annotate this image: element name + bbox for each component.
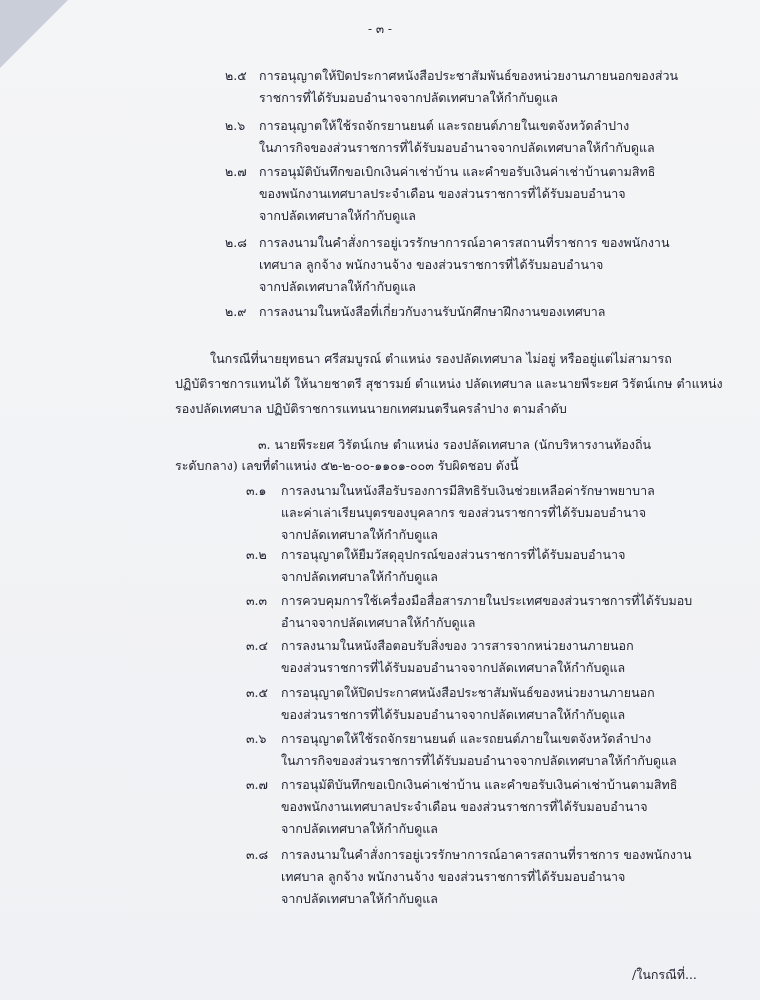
section-3-item-text: จากปลัดเทศบาลให้กำกับดูแล bbox=[281, 569, 438, 584]
section-3-item-number: ๓.๒ bbox=[246, 547, 267, 562]
section-3-heading-line-2: ระดับกลาง) เลขที่ตำแหน่ง ๕๒-๒-๐๐-๑๑๐๑-๐๐๓ รับผิดชอบ ดังนี้ bbox=[175, 458, 519, 473]
section-3-item-text: จากปลัดเทศบาลให้กำกับดูแล bbox=[281, 891, 438, 906]
section-3-item-text: ของส่วนราชการที่ได้รับมอบอำนาจจากปลัดเทศบาลให้กำกับดูแล bbox=[281, 707, 626, 722]
section-3-item-text: การลงนามในคำสั่งการอยู่เวรรักษาการณ์อาคารสถานที่ราชการ ของพนักงาน bbox=[281, 847, 692, 862]
section-3-item-number: ๓.๔ bbox=[246, 638, 268, 653]
section-2-item-text: ในภารกิจของส่วนราชการที่ได้รับมอบอำนาจจากปลัดเทศบาลให้กำกับดูแล bbox=[259, 140, 655, 155]
section-3-item-number: ๓.๗ bbox=[246, 777, 268, 792]
section-3-item-text: ของพนักงานเทศบาลประจำเดือน ของส่วนราชการที่ได้รับมอบอำนาจ bbox=[281, 799, 648, 814]
paragraph-line-1: ในกรณีที่นายยุทธนา ศรีสมบูรณ์ ตำแหน่ง รองปลัดเทศบาล ไม่อยู่ หรืออยู่แต่ไม่สามารถ bbox=[210, 351, 672, 366]
section-3-item-text: จากปลัดเทศบาลให้กำกับดูแล bbox=[281, 527, 438, 542]
section-3-item-text: การอนุมัติบันทึกขอเบิกเงินค่าเช่าบ้าน และคำขอรับเงินค่าเช่าบ้านตามสิทธิ bbox=[281, 777, 678, 792]
section-2-item-text: เทศบาล ลูกจ้าง พนักงานจ้าง ของส่วนราชการที่ได้รับมอบอำนาจ bbox=[259, 257, 604, 272]
section-3-item-text: การอนุญาตให้ปิดประกาศหนังสือประชาสัมพันธ์ของหน่วยงานภายนอก bbox=[281, 685, 655, 700]
section-3-item-number: ๓.๑ bbox=[246, 483, 267, 498]
section-3-heading-line-1: ๓. นายพีระยศ วิรัตน์เกษ ตำแหน่ง รองปลัดเทศบาล (นักบริหารงานท้องถิ่น bbox=[258, 437, 652, 452]
section-3-item-text: อำนาจจากปลัดเทศบาลให้กำกับดูแล bbox=[281, 615, 476, 630]
section-2-item-number: ๒.๗ bbox=[225, 164, 247, 179]
section-2-item-text: การอนุญาตให้ปิดประกาศหนังสือประชาสัมพันธ์ของหน่วยงานภายนอกของส่วน bbox=[259, 68, 679, 83]
section-2-item-text: ของพนักงานเทศบาลประจำเดือน ของส่วนราชการที่ได้รับมอบอำนาจ bbox=[259, 186, 626, 201]
section-2-item-text: การลงนามในหนังสือที่เกี่ยวกับงานรับนักศึกษาฝึกงานของเทศบาล bbox=[259, 304, 606, 319]
continuation-text: /ในกรณีที่... bbox=[632, 967, 697, 982]
section-3-item-text: การอนุญาตให้ใช้รถจักรยานยนต์ และรถยนต์ภายในเขตจังหวัดลำปาง bbox=[281, 731, 652, 746]
section-2-item-text: การอนุญาตให้ใช้รถจักรยานยนต์ และรถยนต์ภายในเขตจังหวัดลำปาง bbox=[259, 118, 630, 133]
section-2-item-number: ๒.๘ bbox=[225, 235, 247, 250]
paragraph-line-3: รองปลัดเทศบาล ปฏิบัติราชการแทนนายกเทศมนตรีนครลำปาง ตามลำดับ bbox=[175, 401, 567, 416]
section-2-item-number: ๒.๖ bbox=[225, 118, 246, 133]
section-3-item-text: เทศบาล ลูกจ้าง พนักงานจ้าง ของส่วนราชการที่ได้รับมอบอำนาจ bbox=[281, 869, 626, 884]
section-2-item-text: การลงนามในคำสั่งการอยู่เวรรักษาการณ์อาคารสถานที่ราชการ ของพนักงาน bbox=[259, 235, 670, 250]
section-2-item-text: จากปลัดเทศบาลให้กำกับดูแล bbox=[259, 208, 416, 223]
section-3-item-number: ๓.๘ bbox=[246, 847, 269, 862]
section-2-item-number: ๒.๕ bbox=[225, 68, 247, 83]
section-3-item-text: การควบคุมการใช้เครื่องมือสื่อสารภายในประเทศของส่วนราชการที่ได้รับมอบ bbox=[281, 593, 693, 608]
section-3-item-text: และค่าเล่าเรียนบุตรของบุคลากร ของส่วนราชการที่ได้รับมอบอำนาจ bbox=[281, 505, 647, 520]
section-3-item-text: การอนุญาตให้ยืมวัสดุอุปกรณ์ของส่วนราชการที่ได้รับมอบอำนาจ bbox=[281, 547, 626, 562]
page-number: - ๓ - bbox=[368, 22, 392, 36]
section-3-item-number: ๓.๕ bbox=[246, 685, 268, 700]
section-3-item-text: การลงนามในหนังสือรับรองการมีสิทธิรับเงินช่วยเหลือค่ารักษาพยาบาล bbox=[281, 483, 655, 498]
section-3-item-text: จากปลัดเทศบาลให้กำกับดูแล bbox=[281, 821, 438, 836]
section-2-item-text: การอนุมัติบันทึกขอเบิกเงินค่าเช่าบ้าน และคำขอรับเงินค่าเช่าบ้านตามสิทธิ bbox=[259, 164, 656, 179]
section-3-item-number: ๓.๓ bbox=[246, 593, 268, 608]
section-2-item-number: ๒.๙ bbox=[225, 304, 247, 319]
section-2-item-text: จากปลัดเทศบาลให้กำกับดูแล bbox=[259, 279, 416, 294]
paragraph-line-2: ปฏิบัติราชการแทนได้ ให้นายชาตรี สุชารมย์ ตำแหน่ง ปลัดเทศบาล และนายพีระยศ วิรัตน์เกษ ตำแหน่ง bbox=[175, 376, 723, 391]
section-3-item-text: ของส่วนราชการที่ได้รับมอบอำนาจจากปลัดเทศบาลให้กำกับดูแล bbox=[281, 660, 626, 675]
section-2-item-text: ราชการที่ได้รับมอบอำนาจจากปลัดเทศบาลให้กำกับดูแล bbox=[259, 90, 558, 105]
section-3-item-text: ในภารกิจของส่วนราชการที่ได้รับมอบอำนาจจากปลัดเทศบาลให้กำกับดูแล bbox=[281, 753, 677, 768]
section-3-item-text: การลงนามในหนังสือตอบรับสิ่งของ วารสารจากหน่วยงานภายนอก bbox=[281, 638, 634, 653]
section-3-item-number: ๓.๖ bbox=[246, 731, 267, 746]
